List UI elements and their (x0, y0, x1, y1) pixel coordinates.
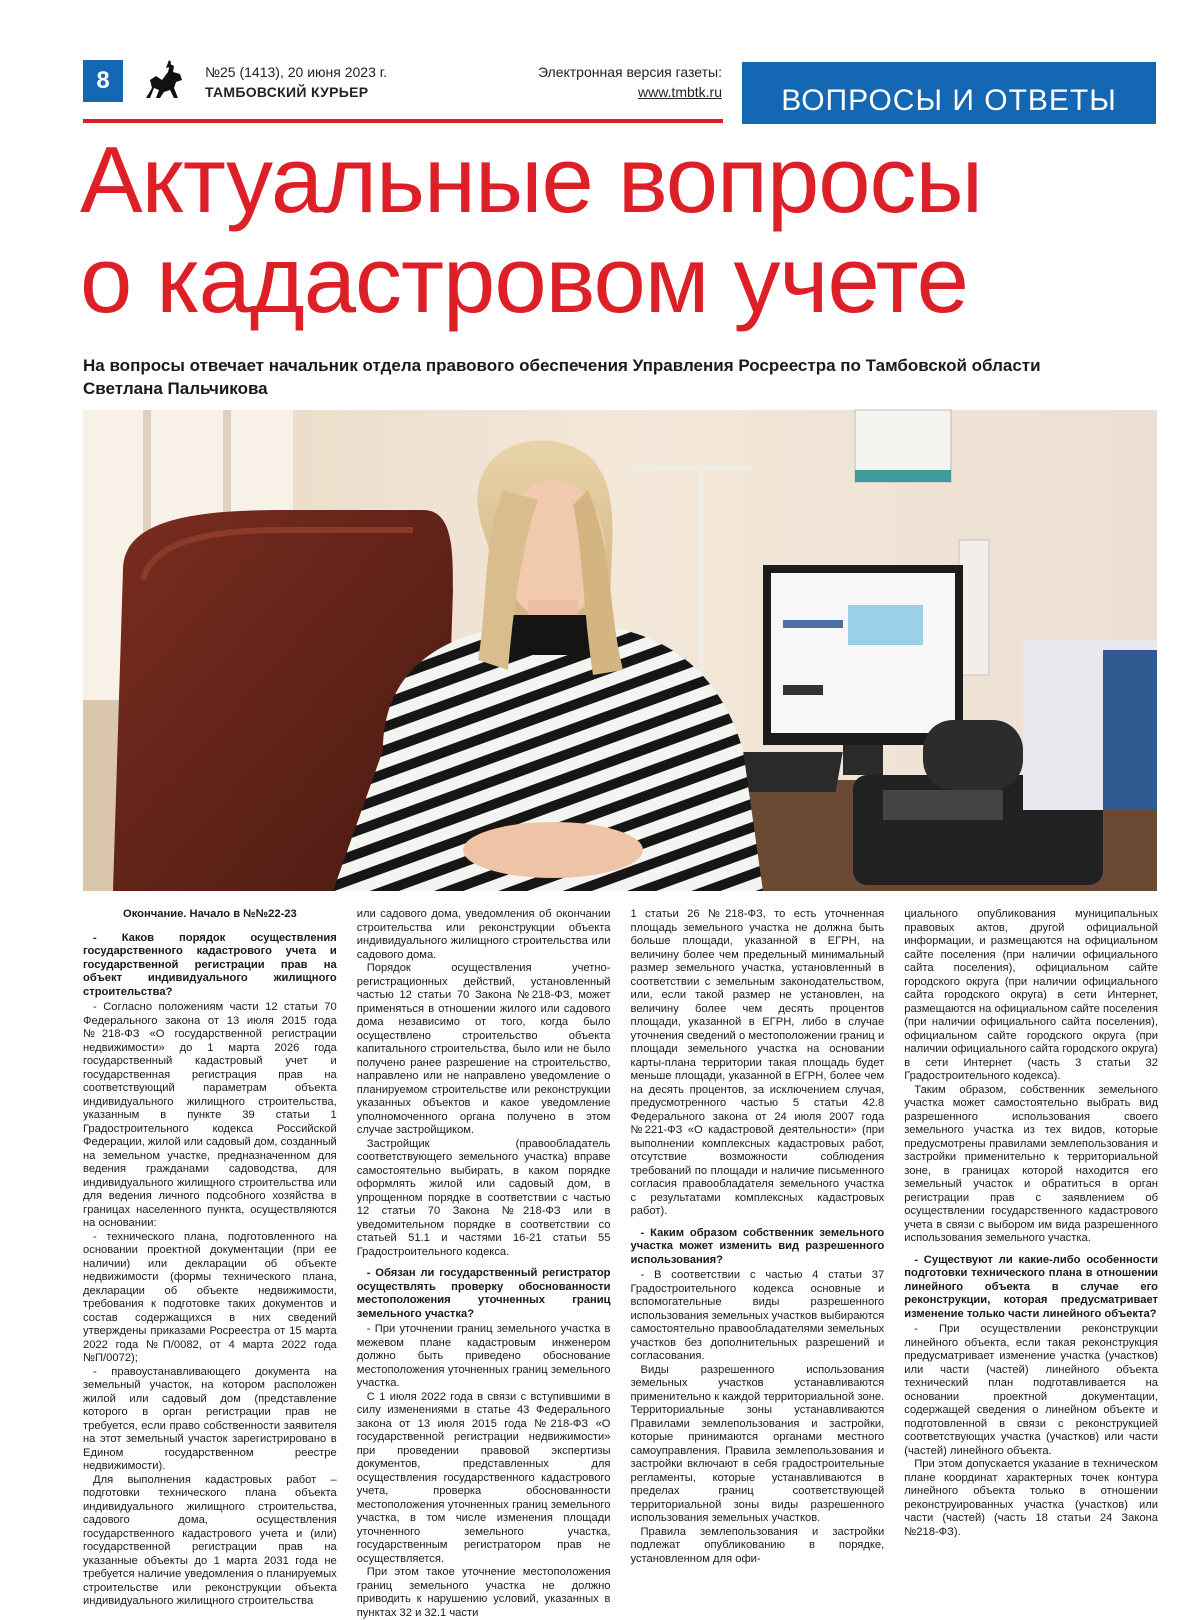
paragraph: - правоустанавливающего документа на земельный участок, на котором расположен жилой или садовый дом (представление которого в орган регистрации прав не требуется, если право собственности заявителя на этот земельный участок зарегистрировано в Едином государственном реестре недвижимости). (83, 1365, 337, 1472)
page-number: 8 (83, 60, 123, 102)
paragraph: Виды разрешенного использования земельных участков устанавливаются применительно к каждой территориальной зоне. Территориальные зоны устанавливаются Правилами землепользования и застройки, которые принимаются органами местного самоуправления. Правила землепользования и застройки включают в себя градостроительные регламенты, которые устанавливаются в пределах границ соответствующей территориальной зоны виды разрешенного использования земельных участков. (630, 1363, 885, 1524)
article-title (80, 127, 1160, 332)
question-3: - Каким образом собственник земельного участка может изменить вид разрешенного использования? (630, 1226, 885, 1266)
article-title-line1: Актуальные вопросы (80, 127, 983, 232)
paragraph: - При уточнении границ земельного участка в межевом плане кадастровым инженером должно быть приведено обоснование местоположения уточненных границ земельного участка. (356, 1323, 611, 1389)
site-link[interactable]: www.tmbtk.ru (637, 84, 722, 100)
paragraph: Таким образом, собственник земельного участка может самостоятельно выбрать вид разрешенного использования своего земельного участка из тех видов, которые предусмотрены правилами землепользования и застройки применительно к территориальной зоне, в границах которой находится его земельный участок и обратиться в орган регистрации прав с заявлением об осуществлении государственного кадастрового учета в связи с выбором им вида разрешенного использования земельного участка. (904, 1083, 1158, 1244)
paragraph: - Согласно положениям части 12 статьи 70 Федерального закона от 13 июля 2015 года №218-ФЗ «О государственной регистрации недвижимости» до 1 марта 2026 года государственный кадастровый учет и государственная регистрация прав на соответствующий параметрам объекта индивидуального жилищного строительства, указанным в пункте 39 статьи 1 Градостроительного кодекса Российской Федерации, жилой или садовый дом, созданный на земельном участке, предназначенном для ведения гражданами садоводства, для индивидуального жилищного строительства или для ведения личного подсобного хозяйства в границах населенного пункта, осуществляются на основании: (83, 1001, 337, 1229)
paragraph: - В соответствии с частью 4 статьи 37 Градостроительного кодекса основные и вспомогательные виды разрешенного использования земельных участков выбираются самостоятельно правообладателями земельных участков без дополнительных разрешений и согласования. (630, 1269, 885, 1362)
paragraph: Застройщик (правообладатель соответствующего земельного участка) вправе самостоятельно выбирать, в каком порядке оформлять жилой или садовый дом, в упрощенном порядке в соответствии с частью 12 статьи 70 Закона №218-ФЗ или в уведомительном порядке в соответствии со статьей 51.1 и частями 16-21 статьи 55 Градостроительного кодекса. (356, 1137, 611, 1258)
paragraph: 1 статьи 26 №218-ФЗ, то есть уточненная площадь земельного участка не должна быть больше площади, указанной в ЕГРН, на величину более чем предельный минимальный размер земельного участка, установленный в соответствии с земельным законодательством, или, если такой размер не установлен, на величину более чем десять процентов площади, указанной в ЕГРН, либо в случае уточнения сведений о местоположении границ и площади земельного участка на основании карты-плана территории такая площадь будет меньше площади, указанной в ЕГРН, более чем на десять процентов, за исключением случая, предусмотренного частью 5 статьи 42.8 Федерального закона от 24 июля 2007 года №221-ФЗ «О кадастровой деятельности» (при выполнении комплексных кадастровых работ, отсутствие возможности соблюдения требований по площади и наличие письменного согласия правообладателя земельного участка с результатами комплексных кадастровых работ). (630, 908, 885, 1217)
paragraph: Для выполнения кадастровых работ – подготовки технического плана объекта индивидуального жилищного строительства, садового дома, осуществления государственного кадастрового учета и (или) государственной регистрации прав на указанные объекты до 1 марта 2031 года не требуется наличие уведомления о планируемых строительстве или реконструкции объекта индивидуального жилищного строительства (83, 1473, 337, 1607)
paper-name: ТАМБОВСКИЙ КУРЬЕР (205, 84, 369, 100)
paragraph: или садового дома, уведомления об окончании строительства или реконструкции объекта индивидуального жилищного строительства или садового дома. (356, 908, 611, 961)
rubric-banner (742, 62, 1156, 124)
article-photo (83, 410, 1157, 891)
article-column-1 (83, 908, 337, 1607)
question-4: - Существуют ли какие-либо особенности подготовки технического плана в отношении линейного объекта в случае его реконструкции, которая предусматривает изменение только части линейного объекта? (904, 1253, 1158, 1320)
paragraph: - технического плана, подготовленного на основании проектной документации (при ее наличии) или декларации об объекте недвижимости (формы технического плана, декларации об объекте недвижимости, требования к подготовке таких документов и состав содержащихся в них сведений утверждены приказами Росреестра от 15 марта 2022 года №П/0082, от 4 марта 2022 года №П/0072); (83, 1230, 337, 1364)
question-1: - Каков порядок осуществления государственного кадастрового учета и государственной регистрации прав на объект индивидуального жилищного строительства? (83, 931, 337, 998)
rubric-label: ВОПРОСЫ И ОТВЕТЫ (781, 84, 1117, 117)
paragraph: При этом такое уточнение местоположения границ земельного участка не должно приводить к нарушению условий, указанных в пунктах 32 и 32.1 части (356, 1566, 611, 1619)
article-column-3 (630, 908, 885, 1565)
paragraph: С 1 июля 2022 года в связи с вступившими в силу изменениями в статье 43 Федерального закона от 13 июля 2015 года №218-ФЗ «О государственной регистрации недвижимости» при проведении правовой экспертизы документов, представленных для осуществления государственного кадастрового учета, проверка обоснованности местоположения уточненных границ земельного участка, в том числе изменения площади уточненного земельного участка, государственным регистратором прав не осуществляется. (356, 1390, 611, 1565)
lead-line1: На вопросы отвечает начальник отдела правового обеспечения Управления Росреестра по Тамбовской области (83, 356, 1041, 375)
issue-info (205, 62, 387, 102)
article-column-4 (904, 908, 1158, 1538)
article-body (83, 908, 1158, 1619)
question-2: - Обязан ли государственный регистратор осуществлять проверку обоснованности местоположения уточненных границ земельного участка? (356, 1267, 611, 1320)
lead-line2: Светлана Пальчикова (83, 379, 268, 398)
paragraph: Порядок осуществления учетно-регистрационных действий, установленный частью 12 статьи 70 Закона №218-ФЗ, может применяться в отношении жилого или садового дома независимо от того, когда было осуществлено строительство объекта капитального строительства, было или не было получено ранее разрешение на строительство, направлено или не направлено уведомление о планируемом строительстве или реконструкции указанных объектов и какое уведомление уполномоченного органа получено в этом случае застройщиком. (356, 962, 611, 1136)
header-red-rule (83, 119, 723, 123)
article-lead (83, 354, 1158, 400)
issue-number: №25 (1413), 20 июня 2023 г. (205, 64, 388, 80)
paragraph: циального опубликования муниципальных правовых актов, другой официальной информации, и размещаются на официальном сайте поселения (при наличии официального сайта поселения), официальном сайте городского округа (при наличии официального сайта городского округа) в сети Интернет, размещаются на официальном сайте поселения (при наличии официального сайта поселения), официальном сайте городского округа (при наличии официального сайта городского округа) в сети Интернет (часть 3 статьи 32 Градостроительного кодекса). (904, 908, 1158, 1082)
horse-rider-logo-icon (140, 58, 188, 106)
electronic-version-label: Электронная версия газеты: (537, 64, 722, 80)
electronic-version (470, 62, 722, 102)
article-column-2 (356, 908, 611, 1619)
paragraph: Правила землепользования и застройки подлежат опубликованию в порядке, установленном для офи- (630, 1525, 885, 1565)
article-title-line2: о кадастровом учете (80, 227, 968, 332)
paragraph: - При осуществлении реконструкции линейного объекта, если такая реконструкция предусматривает изменение участка (участков) или части (частей) линейного объекта технический план подготавливается на основании проектной документации, содержащей сведения о линейном объекте и подготовленной в связи с реконструкцией соответствующих участка (участков) или части (частей) линейного объекта. (904, 1323, 1158, 1457)
paragraph: При этом допускается указание в техническом плане координат характерных точек контура линейного объекта только в отношении реконструированных участка (участков) или части (частей) (часть 18 статьи 24 Закона №218-ФЗ). (904, 1458, 1158, 1538)
continuation-note: Окончание. Начало в №№22-23 (123, 908, 297, 920)
